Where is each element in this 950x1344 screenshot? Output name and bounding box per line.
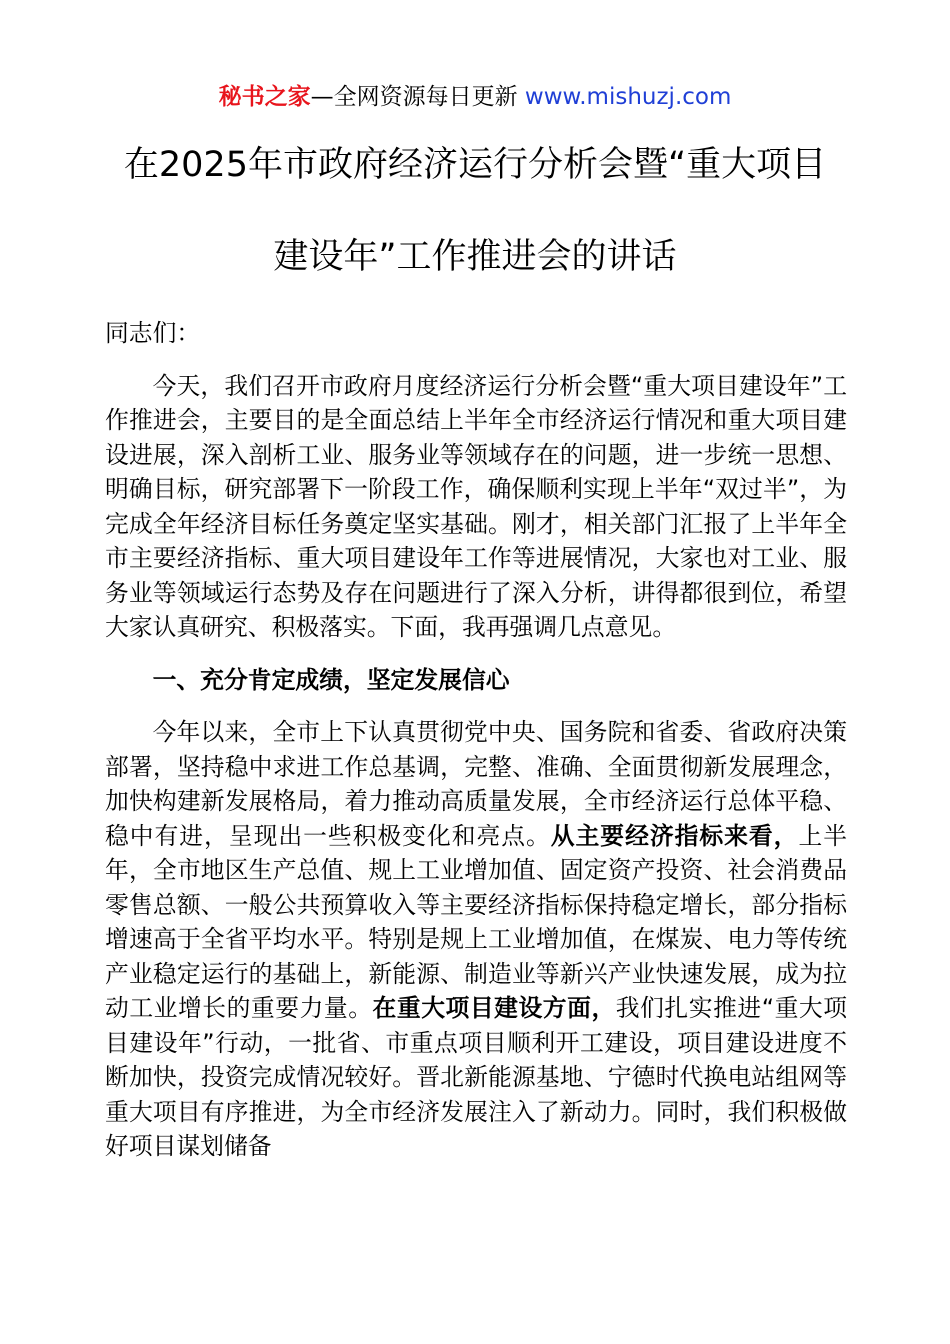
document-title-line-2: 建设年”工作推进会的讲话 [273,237,677,277]
paragraph-achievements [105,715,847,1164]
document-body [105,310,847,1182]
brand-name: 秘书之家 [218,84,311,110]
paragraph-text: 上半年，全市地区生产总值、规上工业增加值、固定资产投资、社会消费品零售总额、一般公共预算收入等主要经济指标保持稳定增长，部分指标增速高于全省平均水平。特别是规上工业增加值，在煤炭、电力等传统产业稳定运行的基础上，新能源、制造业等新兴产业快速发展，成为拉动工业增长的重要力量。 [105,821,847,1022]
emphasis-text: 从主要经济指标来看， [550,821,799,850]
site-header [0,80,950,114]
header-tagline: —全网资源每日更新 [310,84,525,110]
section-heading-1: 一、充分肯定成绩，坚定发展信心 [152,665,510,694]
paragraph-text: 我们扎实推进“重大项目建设年”行动，一批省、市重点项目顺利开工建设，项目建设进度不断加快，投资完成情况较好。晋北新能源基地、宁德时代换电站组网等重大项目有序推进，为全市经济发展注入了新动力。同时，我们积极做好项目谋划储备 [105,994,848,1160]
site-url-link[interactable]: www.mishuzj.com [524,84,732,110]
document-title-line-1: 在2025年市政府经济运行分析会暨“重大项目 [123,145,827,185]
salutation: 同志们： [105,319,201,347]
paragraph-intro: 今天，我们召开市政府月度经济运行分析会暨“重大项目建设年”工作推进会，主要目的是全面总结上半年全市经济运行情况和重大项目建设进展，深入剖析工业、服务业等领域存在的问题，进一步统一思想、明确目标，研究部署下一阶段工作，确保顺利实现上半年“双过半”，为完成全年经济目标任务奠定坚实基础。刚才，相关部门汇报了上半年全市主要经济指标、重大项目建设年工作等进展情况，大家也对工业、服务业等领域运行态势及存在问题进行了深入分析，讲得都很到位，希望大家认真研究、积极落实。下面，我再强调几点意见。 [105,371,847,641]
paragraph-text: 今年以来，全市上下认真贯彻党中央、国务院和省委、省政府决策部署，坚持稳中求进工作总基调，完整、准确、全面贯彻新发展理念，加快构建新发展格局，着力推动高质量发展，全市经济运行总体平稳、稳中有进，呈现出一些积极变化和亮点。 [105,718,847,850]
emphasis-text: 在重大项目建设方面， [372,994,616,1022]
